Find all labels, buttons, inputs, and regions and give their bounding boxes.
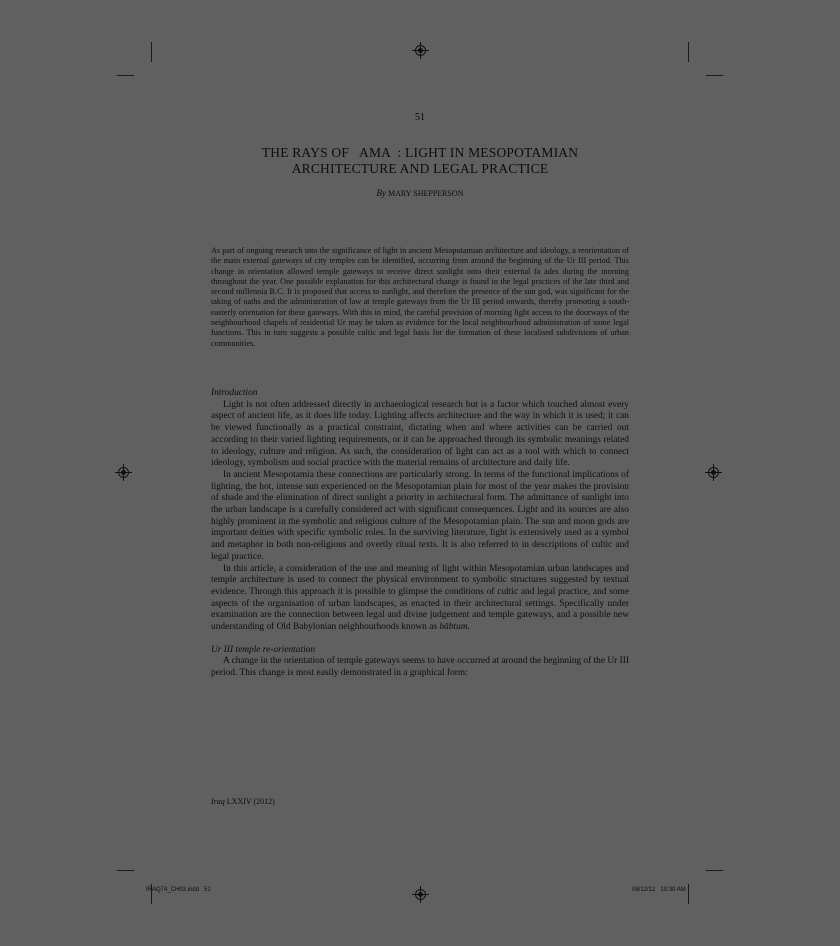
- page-number: 51: [415, 112, 425, 123]
- paragraph-text: .: [467, 622, 470, 633]
- registration-mark-icon: [415, 889, 426, 900]
- section-heading: Introduction: [211, 388, 258, 398]
- file-slug: IRAQ74_CH03.indd 51: [146, 887, 211, 893]
- journal-citation: [211, 797, 275, 806]
- paragraph: Light is not often addressed directly in archaeological research but is a factor which touched almost every aspect of ancient life, as it does life today. Lighting affects architecture and the way in which it is used; it can be viewed functionally as a practical constraint, dictating when and where activities can be carried out according to their varied lighting requirements, or it can be approached through its symbolic meanings related to ideology, culture and religion. As such, the consideration of light can act as a tool with which to connect ideology, symbolism and social practice with the material remains of architecture and daily life.: [211, 399, 629, 469]
- paragraph: [211, 564, 629, 634]
- paragraph-text: In this article, a consideration of the use and meaning of light within Mesopotamian urban landscapes and temple architecture is used to connect the physical environment to symbolic structures suggested by textual evidence. Through this approach it is possible to glimpse the conditions of cultic and legal practice, and some aspects of the organisation of urban landscapes, as enacted in their architectural settings. Specifically under examination are the connection between legal and divine judgement and temple gateways, and a possible new understanding of Old Babylonian neighbourhoods known as: [211, 563, 629, 633]
- date-slug: 08/12/12 10:30 AM: [632, 887, 686, 893]
- journal-name: Iraq: [211, 797, 225, 806]
- crop-mark: [688, 884, 689, 904]
- byline-by: By: [376, 188, 386, 198]
- journal-volume: LXXIV (2012): [226, 797, 275, 806]
- registration-mark-icon: [415, 45, 426, 56]
- crop-mark: [117, 75, 134, 76]
- article-title: [0, 145, 840, 177]
- crop-mark: [706, 870, 723, 871]
- registration-mark-icon: [708, 467, 719, 478]
- article-title-line: ARCHITECTURE AND LEGAL PRACTICE: [291, 161, 549, 176]
- crop-mark: [117, 870, 134, 871]
- abstract: As part of ongoing research into the significance of light in ancient Mesopotamian architecture and ideology, a reorientation of the main external gateways of city temples can be identified, occurring from around the beginning of the Ur III period. This change in orientation allowed temple gateways to receive direct sunlight onto their external fa ades during the morning throughout the year. One possible explanation for this architectural change is found in the legal practices of the late third and second millennia B.C. It is proposed that access to sunlight, and therefore the presence of the sun god, was significant for the taking of oaths and the administration of law at temple gateways from the Ur III period onwards, thereby promoting a south-easterly orientation for these gateways. With this in mind, the careful provision of morning light access to the doorways of the neighbourhood chapels of residential Ur may be taken as evidence for the local neighbourhood administration of some legal functions. This in turn suggests a possible cultic and legal basis for the formation of these localised subdivisions of urban communities.: [211, 246, 629, 348]
- article-title-line: THE RAYS OF AMA : LIGHT IN MESOPOTAMIAN: [261, 145, 579, 160]
- italic-term: bābtum: [439, 622, 468, 633]
- article-body: [211, 388, 629, 680]
- registration-mark-icon: [118, 467, 129, 478]
- paragraph: A change in the orientation of temple gateways seems to have occurred at around the beginning of the Ur III period. This change is most easily demonstrated in a graphical form:: [211, 656, 629, 679]
- section-heading: Ur III temple re-orientation: [211, 644, 316, 655]
- crop-mark: [151, 42, 152, 62]
- crop-mark: [688, 42, 689, 62]
- paragraph: In ancient Mesopotamia these connections are particularly strong. In terms of the functional implications of lighting, the hot, intense sun experienced on the Mesopotamian plain for most of the year makes the provision of shade and the elimination of direct sunlight a priority in architectural form. The admittance of sunlight into the urban landscape is a carefully considered act with significant consequences. Light and its sources are also highly prominent in the symbolic and religious culture of the Mesopotamian plain. The sun and moon gods are important deities with specific symbolic roles. In the surviving literature, light is extensively used as a symbol and metaphor in both non-religious and overtly ritual texts. It is also referred to in descriptions of cultic and legal practice.: [211, 469, 629, 562]
- crop-mark: [706, 75, 723, 76]
- author-name: MARY SHEPPERSON: [387, 189, 464, 198]
- byline: [0, 188, 840, 198]
